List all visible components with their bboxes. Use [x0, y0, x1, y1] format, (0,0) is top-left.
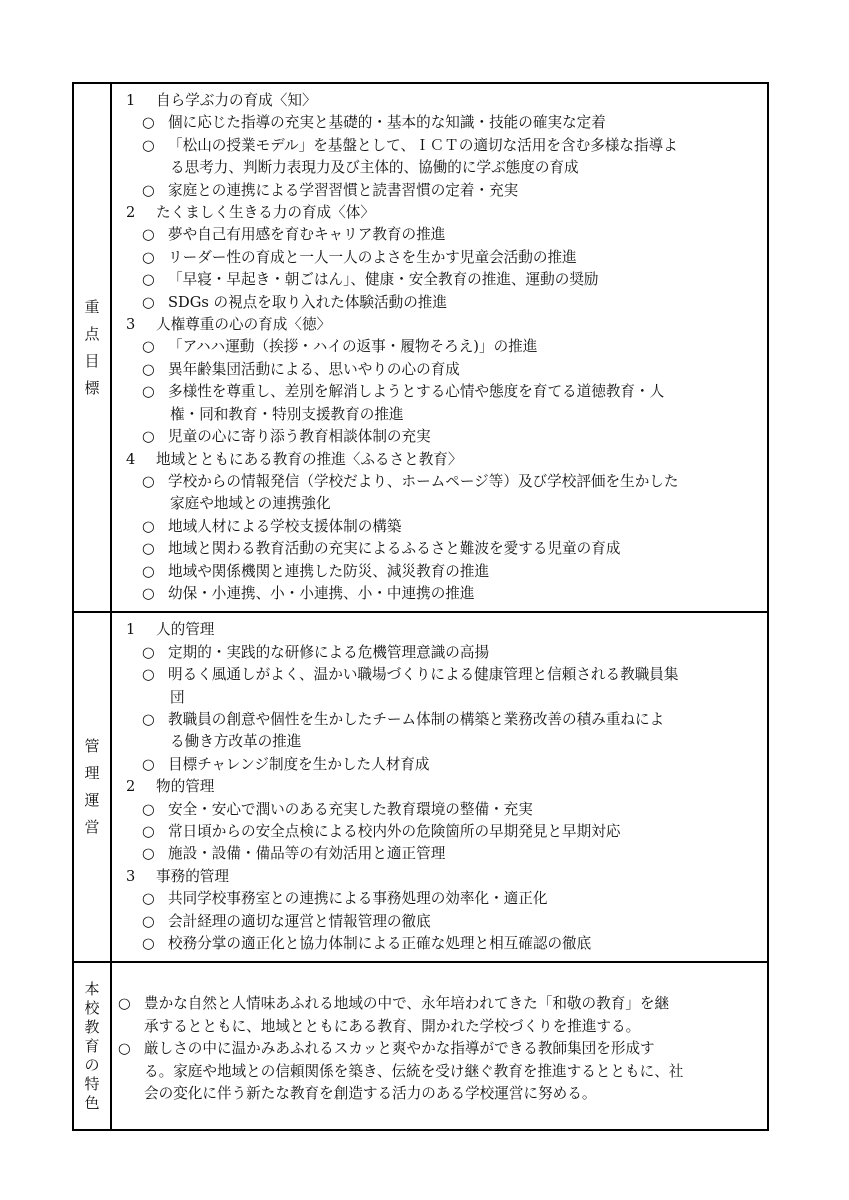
bullet-icon: ○: [118, 1040, 131, 1058]
list-item-text: SDGs の視点を取り入れた体験活動の推進: [168, 293, 447, 311]
heading-number: 2: [126, 204, 136, 222]
bullet-icon: ○: [142, 890, 155, 908]
list-item: [118, 911, 761, 933]
heading-number: 4: [126, 450, 136, 468]
section-label-char: 校: [84, 998, 100, 1017]
list-item-text: 明るく風通しがよく、温かい職場づくりによる健康管理と信頼される教職員集: [168, 666, 679, 684]
bullet-icon: ○: [142, 540, 155, 558]
list-item-text: 会の変化に伴う新たな教育を創造する活力のある学校運営に努める。: [144, 1085, 597, 1103]
section-label-char: 管: [84, 737, 100, 756]
goals-row: [73, 83, 768, 612]
list-item-text: 個に応じた指導の充実と基礎的・基本的な知識・技能の確実な定着: [168, 114, 606, 132]
list-item: [118, 292, 761, 314]
goals-content: [111, 83, 768, 612]
section-heading: [118, 866, 761, 888]
list-item: [118, 843, 761, 865]
list-item-text: 目標チャレンジ制度を生かした人材育成: [168, 755, 430, 773]
list-item: [118, 112, 761, 134]
bullet-icon: ○: [142, 293, 155, 311]
list-item: [118, 799, 761, 821]
management-content: [111, 612, 768, 962]
section-label-char: 理: [84, 764, 100, 783]
bullet-icon: ○: [142, 181, 155, 199]
list-item-text: 夢や自己有用感を育むキャリア教育の推進: [168, 226, 446, 244]
bullet-icon: ○: [142, 226, 155, 244]
section-heading: [118, 449, 761, 471]
bullet-icon: ○: [142, 845, 155, 863]
list-item: [118, 426, 761, 448]
list-item-continuation: [118, 1061, 761, 1083]
section-heading: [118, 619, 761, 641]
bullet-icon: ○: [142, 248, 155, 266]
bullet-icon: ○: [142, 517, 155, 535]
section-label-char: 特: [84, 1074, 100, 1093]
heading-text: 人権尊重の心の育成〈徳〉: [156, 316, 332, 334]
list-item: [118, 359, 761, 381]
list-item-text: 多様性を尊重し、差別を解消しようとする心情や態度を育てる道徳教育・人: [168, 383, 665, 401]
list-item-text: 「松山の授業モデル」を基盤として、ＩＣＴの適切な活用を含む多様な指導よ: [168, 136, 678, 154]
list-item-text: 地域人材による学校支援体制の構築: [168, 517, 402, 535]
list-item-text: 団: [170, 688, 185, 706]
heading-text: 人的管理: [156, 621, 215, 639]
bullet-icon: ○: [142, 935, 155, 953]
bullet-icon: ○: [142, 271, 155, 289]
list-item-continuation: [118, 493, 761, 515]
list-item-text: 会計経理の適切な運営と情報管理の徹底: [168, 912, 431, 930]
list-item-text: る働き方改革の推進: [170, 733, 302, 751]
bullet-icon: ○: [142, 562, 155, 580]
list-item: [118, 709, 761, 731]
list-item-text: 豊かな自然と人情味あふれる地域の中で、永年培われてきた「和敬の教育」を継: [144, 995, 670, 1013]
list-item: [118, 247, 761, 269]
bullet-icon: ○: [142, 136, 155, 154]
heading-number: 2: [126, 778, 136, 796]
heading-text: たくましく生きる力の育成〈体〉: [156, 204, 375, 222]
list-item-text: 施設・設備・備品等の有効活用と適正管理: [168, 845, 446, 863]
section-heading: [118, 776, 761, 798]
list-item: [118, 583, 761, 605]
list-item-text: 安全・安心で潤いのある充実した教育環境の整備・充実: [168, 800, 533, 818]
bullet-icon: ○: [142, 584, 155, 602]
heading-text: 物的管理: [156, 778, 215, 796]
section-heading: [118, 90, 761, 112]
section-heading: [118, 202, 761, 224]
list-item-text: リーダー性の育成と一人一人のよさを生かす児童会活動の推進: [168, 248, 577, 266]
list-item-continuation: [118, 157, 761, 179]
list-item: [118, 381, 761, 403]
list-item-text: 幼保・小連携、小・小連携、小・中連携の推進: [168, 584, 475, 602]
list-item-continuation: [118, 687, 761, 709]
list-item: [118, 516, 761, 538]
goals-label: [73, 83, 111, 612]
heading-number: 3: [126, 316, 136, 334]
list-item-text: 地域や関係機関と連携した防災、減災教育の推進: [168, 562, 490, 580]
list-item: [118, 821, 761, 843]
section-label-char: 目: [84, 351, 100, 370]
list-item: [118, 993, 761, 1015]
list-item: [118, 471, 761, 493]
school-plan-table: [72, 82, 769, 1131]
heading-text: 地域とともにある教育の推進〈ふるさと教育〉: [156, 450, 463, 468]
list-item: [118, 642, 761, 664]
bullet-icon: ○: [142, 666, 155, 684]
list-item-continuation: [118, 1083, 761, 1105]
section-label-char: 運: [84, 791, 100, 810]
list-item: [118, 1038, 761, 1060]
bullet-icon: ○: [142, 800, 155, 818]
list-item-text: 異年齢集団活動による、思いやりの心の育成: [168, 360, 460, 378]
heading-number: 1: [126, 621, 136, 639]
section-heading: [118, 314, 761, 336]
section-label-char: 育: [84, 1036, 100, 1055]
heading-text: 事務的管理: [156, 867, 229, 885]
bullet-icon: ○: [142, 383, 155, 401]
bullet-icon: ○: [142, 472, 155, 490]
heading-number: 3: [126, 867, 136, 885]
list-item: [118, 933, 761, 955]
list-item-text: 「早寝・早起き・朝ごはん」、健康・安全教育の推進、運動の奨励: [168, 271, 599, 289]
features-row: [73, 962, 768, 1130]
bullet-icon: ○: [142, 360, 155, 378]
list-item-continuation: [118, 404, 761, 426]
list-item-text: る思考力、判断力表現力及び主体的、協働的に学ぶ態度の育成: [170, 159, 579, 177]
bullet-icon: ○: [142, 710, 155, 728]
bullet-icon: ○: [142, 755, 155, 773]
management-row: [73, 612, 768, 962]
bullet-icon: ○: [118, 995, 131, 1013]
section-label-char: の: [84, 1055, 100, 1074]
list-item: [118, 561, 761, 583]
features-label: [73, 962, 111, 1130]
list-item-text: 権・同和教育・特別支援教育の推進: [170, 405, 404, 423]
section-label-char: 標: [84, 378, 100, 397]
list-item: [118, 269, 761, 291]
section-label-char: 営: [84, 818, 100, 837]
list-item-continuation: [118, 1016, 761, 1038]
list-item-text: 常日頃からの安全点検による校内外の危険箇所の早期発見と早期対応: [168, 823, 621, 840]
list-item: [118, 224, 761, 246]
section-label-char: 本: [84, 979, 100, 998]
bullet-icon: ○: [142, 643, 155, 661]
management-label: [73, 612, 111, 962]
list-item: [118, 664, 761, 686]
section-label-char: 教: [84, 1017, 100, 1036]
list-item-text: る。家庭や地域との信頼関係を築き、伝統を受け継ぐ教育を推進するとともに、社: [144, 1062, 684, 1080]
bullet-icon: ○: [142, 912, 155, 930]
features-content: [111, 962, 768, 1130]
list-item-text: 児童の心に寄り添う教育相談体制の充実: [168, 428, 431, 446]
bullet-icon: ○: [142, 338, 155, 356]
list-item: [118, 538, 761, 560]
list-item: [118, 754, 761, 776]
heading-text: 自ら学ぶ力の育成〈知〉: [156, 92, 317, 109]
list-item-text: 定期的・実践的な研修による危機管理意識の高揚: [168, 643, 490, 661]
list-item-continuation: [118, 731, 761, 753]
section-label-char: 色: [84, 1093, 100, 1112]
list-item: [118, 336, 761, 358]
bullet-icon: ○: [142, 428, 155, 446]
bullet-icon: ○: [142, 114, 155, 132]
list-item-text: 家庭との連携による学習習慣と読書習慣の定着・充実: [168, 181, 519, 199]
list-item-text: 教職員の創意や個性を生かしたチーム体制の構築と業務改善の積み重ねによ: [168, 710, 665, 728]
list-item-text: 地域と関わる教育活動の充実によるふるさと難波を愛する児童の育成: [168, 540, 621, 558]
heading-number: 1: [126, 92, 136, 109]
list-item-text: 学校からの情報発信（学校だより、ホームページ等）及び学校評価を生かした: [168, 472, 679, 490]
list-item: [118, 888, 761, 910]
list-item: [118, 135, 761, 157]
list-item-text: 厳しさの中に温かみあふれるスカッと爽やかな指導ができる教師集団を形成す: [144, 1040, 655, 1058]
section-label-char: 重: [84, 297, 100, 316]
list-item-text: 「アハハ運動（挨拶・ハイの返事・履物そろえ)」の推進: [168, 338, 538, 356]
list-item-text: 共同学校事務室との連携による事務処理の効率化・適正化: [168, 890, 548, 908]
list-item-text: 承するとともに、地域とともにある教育、開かれた学校づくりを推進する。: [144, 1017, 641, 1035]
list-item-text: 家庭や地域との連携強化: [170, 495, 331, 513]
list-item: [118, 180, 761, 202]
bullet-icon: ○: [142, 823, 155, 840]
list-item-text: 校務分掌の適正化と協力体制による正確な処理と相互確認の徹底: [168, 935, 592, 953]
section-label-char: 点: [84, 324, 100, 343]
